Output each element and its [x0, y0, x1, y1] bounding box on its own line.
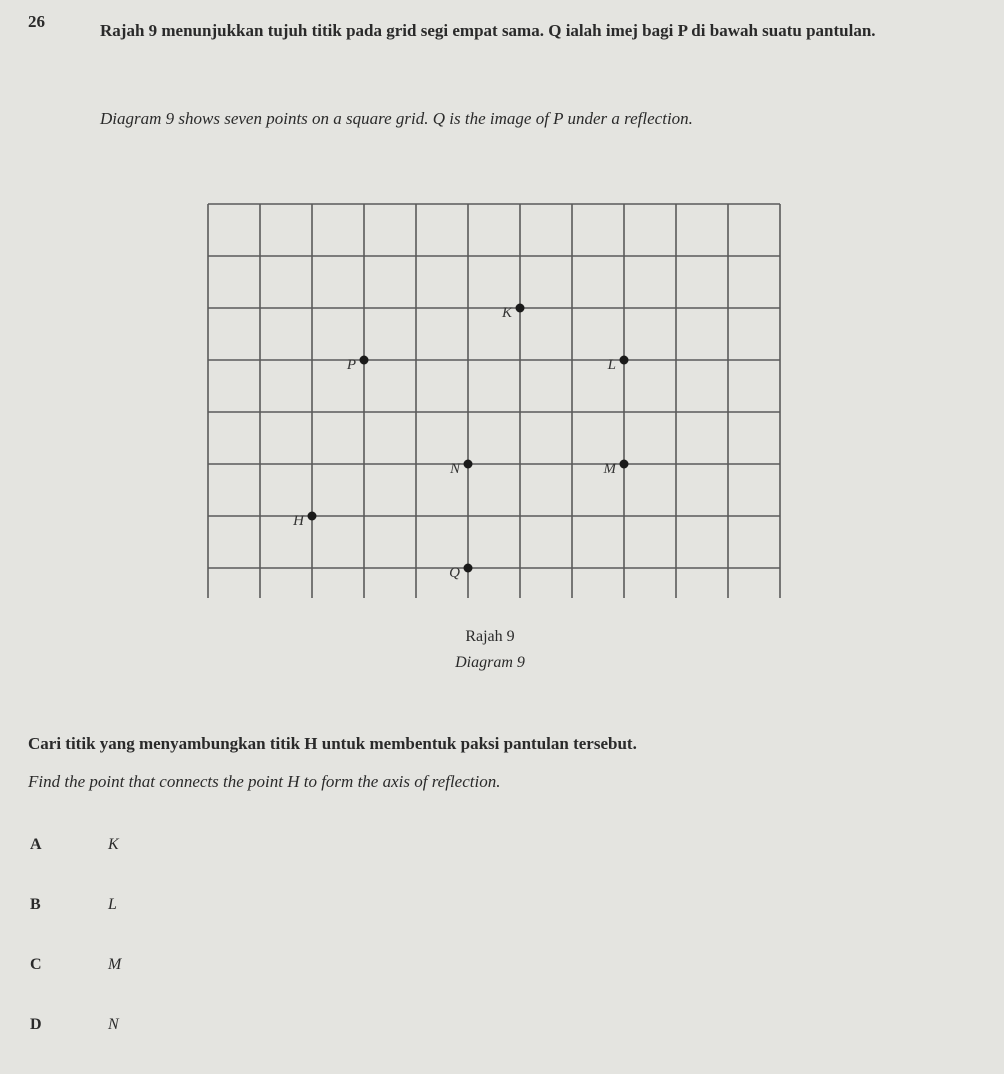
point-label-n: N: [449, 461, 460, 477]
point-label-m: M: [603, 461, 616, 477]
point-m: [620, 460, 629, 469]
option-letter: D: [30, 1016, 42, 1033]
question-prompt-english: Find the point that connects the point H to form the axis of reflection.: [28, 772, 501, 791]
question-stem-english: Diagram 9 shows seven points on a square grid. Q is the image of P under a reflection.: [100, 109, 693, 128]
point-label-h: H: [293, 513, 304, 529]
option-letter: B: [30, 896, 41, 913]
point-k: [516, 304, 525, 313]
diagram-caption-malay: Rajah 9: [465, 628, 515, 645]
option-value: K: [108, 836, 119, 853]
option-c[interactable]: [30, 956, 121, 974]
option-letter: C: [30, 956, 42, 973]
point-label-q: Q: [449, 565, 460, 581]
option-d[interactable]: [30, 1016, 119, 1034]
point-n: [464, 460, 473, 469]
diagram-caption-english: Diagram 9: [455, 654, 525, 671]
point-label-l: L: [607, 357, 616, 373]
question-stem-malay: Rajah 9 menunjukkan tujuh titik pada grid segi empat sama. Q ialah imej bagi P di bawah suatu pantulan.: [100, 21, 876, 40]
question-prompt-malay: Cari titik yang menyambungkan titik H untuk membentuk paksi pantulan tersebut.: [28, 734, 637, 753]
point-label-p: P: [346, 357, 356, 373]
option-a[interactable]: [30, 836, 119, 854]
point-l: [620, 356, 629, 365]
point-p: [360, 356, 369, 365]
square-grid-diagram: [200, 198, 800, 598]
option-value: N: [108, 1016, 119, 1033]
option-value: L: [108, 896, 117, 913]
option-b[interactable]: [30, 896, 117, 914]
option-value: M: [108, 956, 122, 973]
point-label-k: K: [501, 305, 512, 321]
option-letter: A: [30, 836, 42, 853]
point-h: [308, 512, 317, 521]
point-q: [464, 564, 473, 573]
question-number: 26: [28, 12, 45, 31]
